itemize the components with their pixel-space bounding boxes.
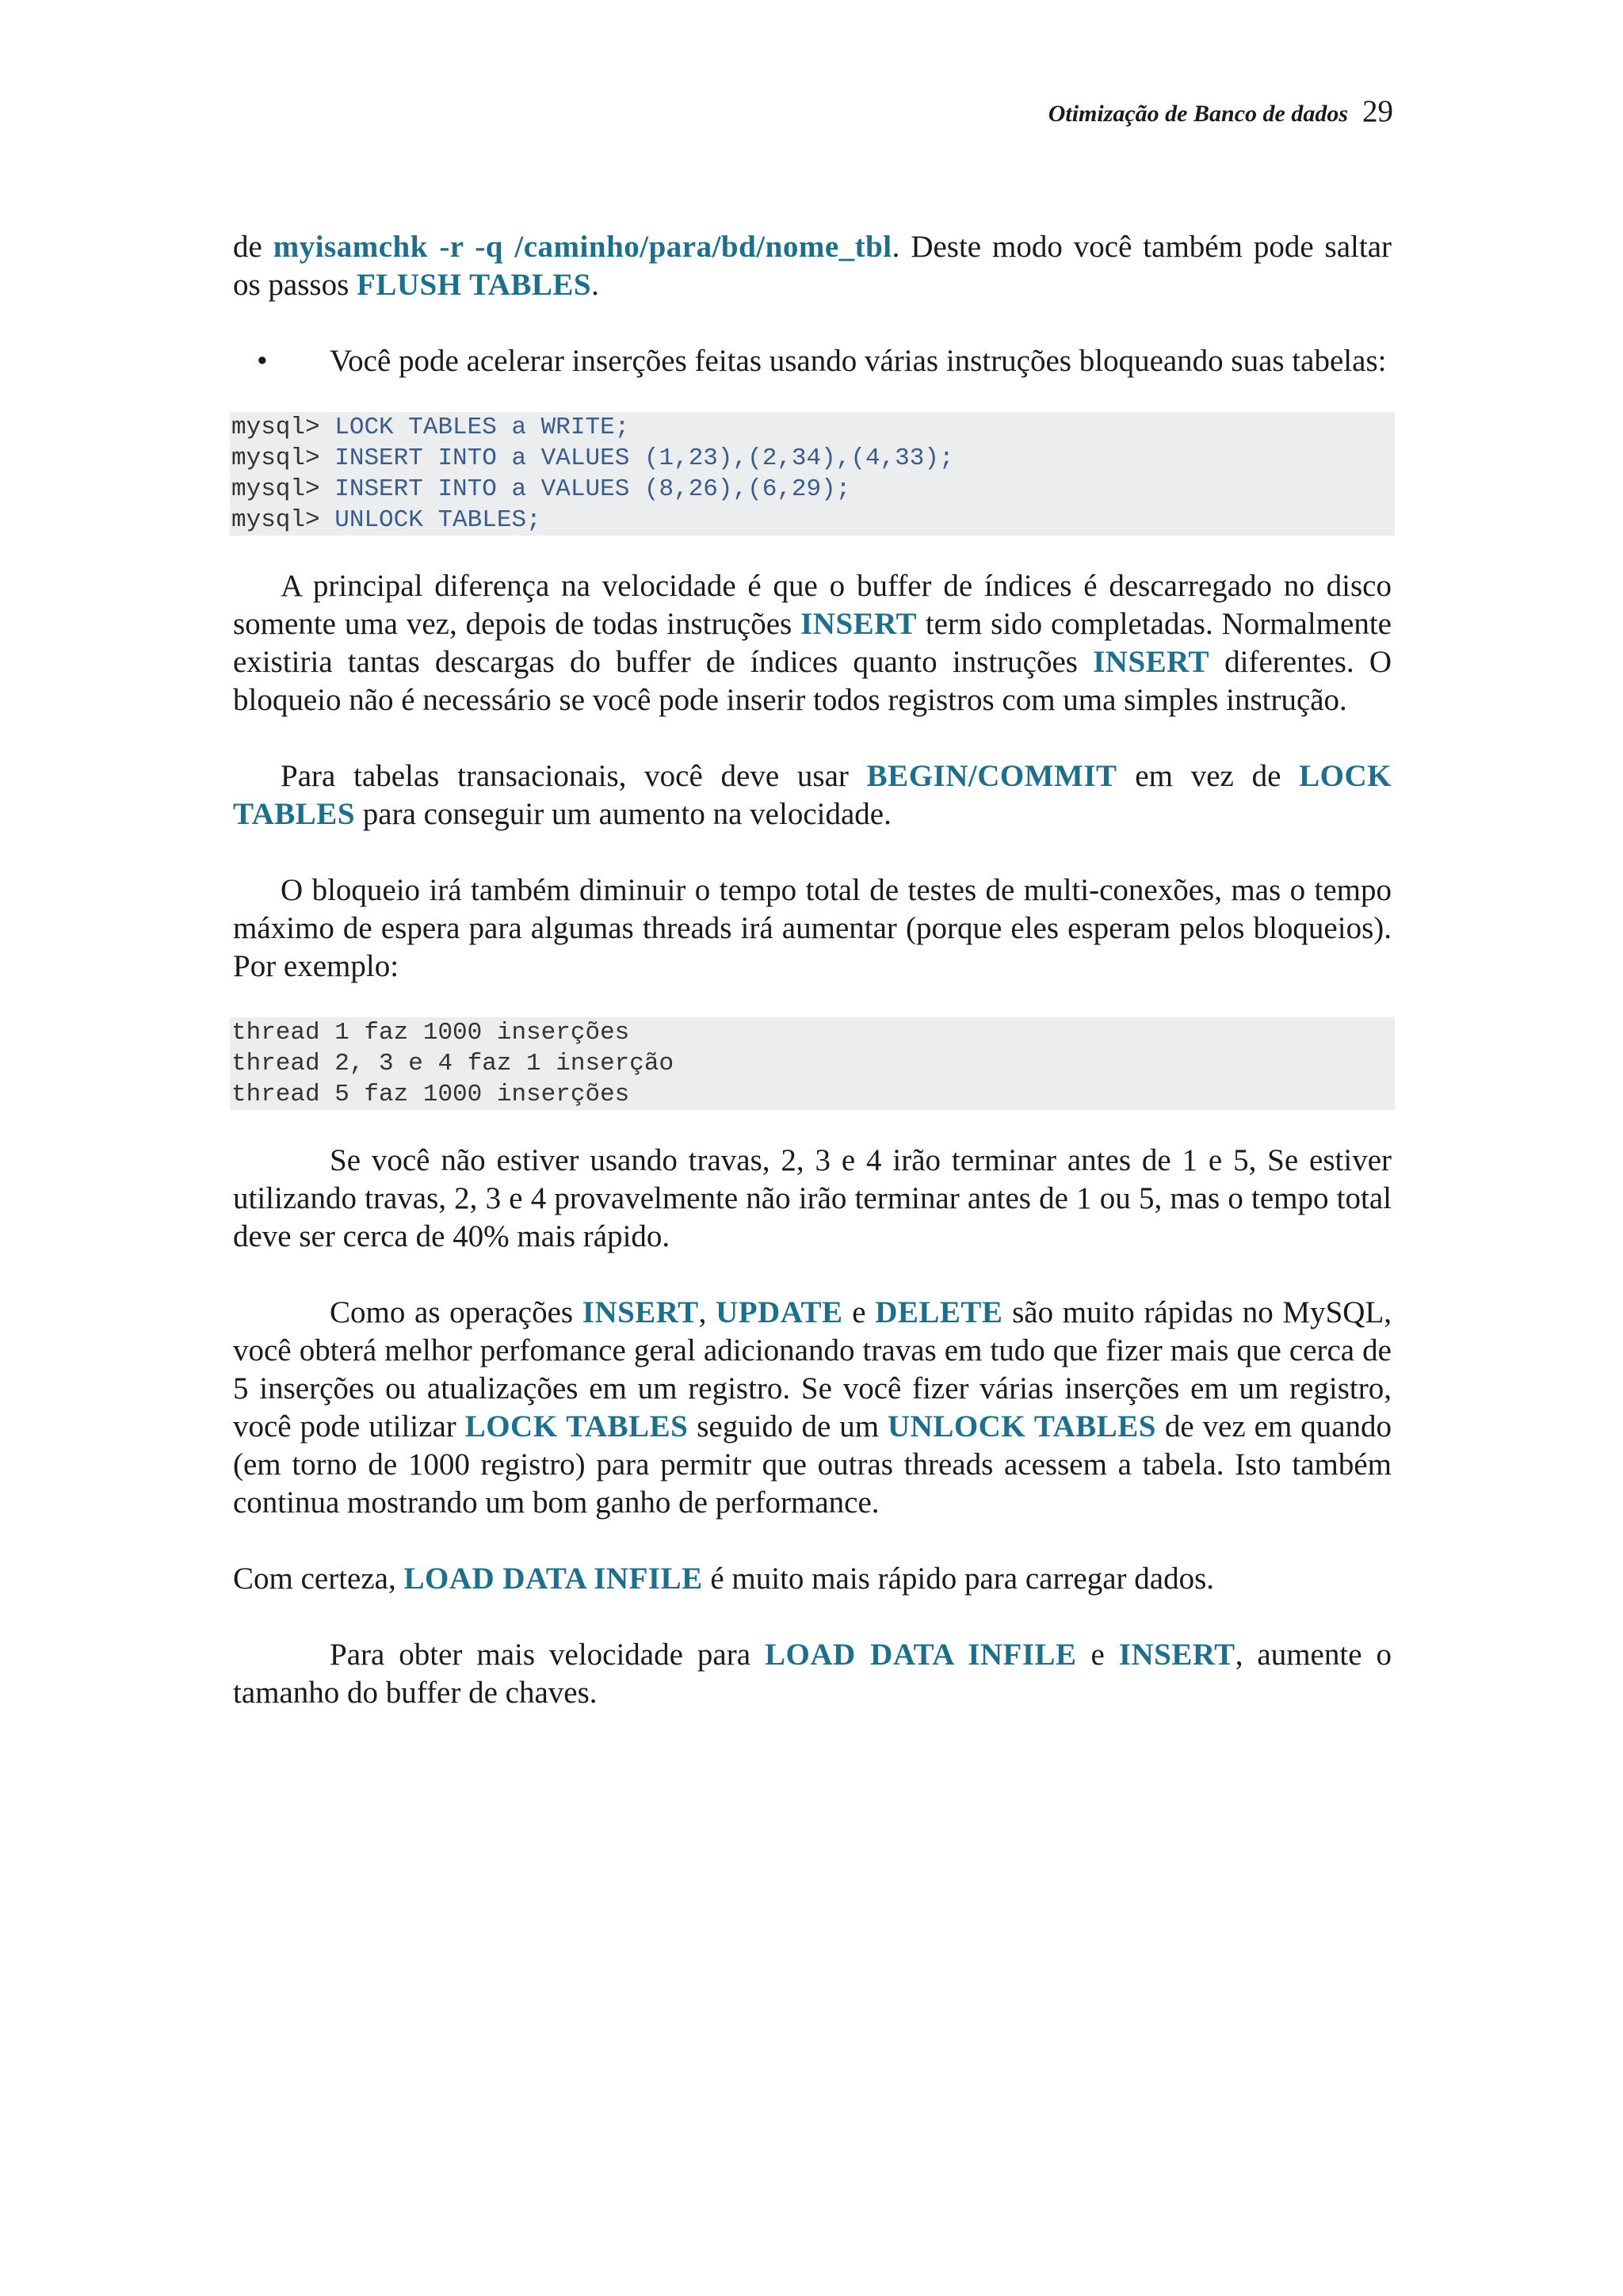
text-run: Para tabelas transacionais, você deve usar	[281, 759, 867, 793]
paragraph-speed	[233, 1636, 1392, 1712]
code-line	[231, 505, 1393, 536]
unlock-tables-keyword: UNLOCK TABLES	[887, 1409, 1156, 1444]
code-prompt: mysql>	[231, 414, 335, 441]
load-data-infile-keyword: LOAD DATA INFILE	[403, 1562, 703, 1596]
flush-tables-keyword: FLUSH TABLES	[357, 268, 592, 302]
code-prompt: mysql>	[231, 506, 335, 534]
page-body	[233, 228, 1392, 1712]
bullet-text: Você pode acelerar inserções feitas usando várias instruções bloqueando suas tabelas:	[330, 344, 1387, 378]
intro-paragraph	[233, 228, 1392, 304]
intro-prefix: de	[233, 230, 273, 264]
code-line	[231, 474, 1393, 505]
text-run: em vez de	[1117, 759, 1300, 793]
code-block-threads	[230, 1017, 1395, 1110]
begin-commit-keyword: BEGIN/COMMIT	[866, 759, 1117, 793]
code-line: thread 1 faz 1000 inserções	[231, 1019, 630, 1047]
insert-keyword: INSERT	[800, 607, 917, 641]
text-run: de vez em quando (em torno de 1000 registro) para permitr que outras threads acessem a tabela. Isto também continua mostrando um bom ganho de performance.	[233, 1409, 1392, 1520]
text-run: Com certeza,	[233, 1562, 404, 1596]
text-run: e	[842, 1295, 876, 1329]
code-line	[231, 443, 1393, 474]
paragraph-load	[233, 1560, 1392, 1598]
insert-keyword: INSERT	[1118, 1638, 1235, 1672]
bullet-item	[233, 342, 1392, 380]
code-line	[231, 412, 1393, 443]
code-command: INSERT INTO a VALUES (8,26),(6,29);	[334, 475, 851, 503]
text-run: diferentes. O bloqueio não é necessário se você pode inserir todos registros com uma simples instrução.	[233, 645, 1392, 717]
code-block-lock-tables	[230, 412, 1395, 536]
paragraph-operations	[233, 1294, 1392, 1522]
text-run: Para obter mais velocidade para	[330, 1638, 765, 1672]
page-number: 29	[1362, 94, 1393, 128]
paragraph-lock: O bloqueio irá também diminuir o tempo total de testes de multi-conexões, mas o tempo máximo de espera para algumas threads irá aumentar (porque eles esperam pelos bloqueios). Por exemplo:	[233, 873, 1392, 983]
lock-tables-keyword: LOCK TABLES	[233, 759, 1392, 831]
code-prompt: mysql>	[231, 444, 335, 472]
myisamchk-command: myisamchk -r -q /caminho/para/bd/nome_tbl	[273, 230, 892, 264]
text-run: term sido completadas. Normalmente existiria tantas descargas do buffer de índices quanto instruções	[233, 607, 1392, 679]
code-line: thread 2, 3 e 4 faz 1 inserção	[231, 1050, 674, 1077]
text-run: para conseguir um aumento na velocidade.	[355, 797, 892, 831]
code-command: UNLOCK TABLES;	[334, 506, 541, 534]
intro-end: .	[591, 268, 599, 302]
text-run: ,	[698, 1295, 716, 1329]
paragraph-difference	[233, 567, 1392, 719]
insert-keyword: INSERT	[1093, 645, 1209, 679]
text-run: é muito mais rápido para carregar dados.	[702, 1562, 1215, 1596]
code-prompt: mysql>	[231, 475, 335, 503]
code-command: INSERT INTO a VALUES (1,23),(2,34),(4,33);	[334, 444, 954, 472]
code-command: LOCK TABLES a WRITE;	[334, 414, 630, 441]
text-run: são muito rápidas no MySQL, você obterá melhor perfomance geral adicionando travas em tudo que fizer mais que cerca de 5 inserções ou atualizações em um registro. Se você fizer várias inserções em um registro, você pode utilizar	[233, 1295, 1392, 1444]
text-run: e	[1076, 1638, 1119, 1672]
text-run: Como as operações	[330, 1295, 582, 1329]
text-run: , aumente o tamanho do buffer de chaves.	[233, 1638, 1392, 1710]
running-header	[1048, 93, 1393, 129]
lock-tables-keyword: LOCK TABLES	[464, 1409, 689, 1444]
insert-keyword: INSERT	[582, 1295, 699, 1329]
bullet-icon: •	[257, 344, 268, 378]
header-title: Otimização de Banco de dados	[1048, 101, 1348, 127]
load-data-infile-keyword: LOAD DATA INFILE	[765, 1638, 1077, 1672]
code-line: thread 5 faz 1000 inserções	[231, 1081, 630, 1108]
delete-keyword: DELETE	[875, 1295, 1003, 1329]
paragraph-transactional	[233, 757, 1392, 833]
intro-middle: . Deste modo você também pode saltar os passos	[233, 230, 1392, 302]
update-keyword: UPDATE	[716, 1295, 843, 1329]
paragraph-travas: Se você não estiver usando travas, 2, 3 e 4 irão terminar antes de 1 e 5, Se estiver utilizando travas, 2, 3 e 4 provavelmente não irão terminar antes de 1 ou 5, mas o tempo total deve ser cerca de 40% mais rápido.	[233, 1143, 1392, 1253]
text-run: seguido de um	[688, 1409, 888, 1444]
text-run: A principal diferença na velocidade é que o buffer de índices é descarregado no disco somente uma vez, depois de todas instruções	[233, 569, 1392, 641]
